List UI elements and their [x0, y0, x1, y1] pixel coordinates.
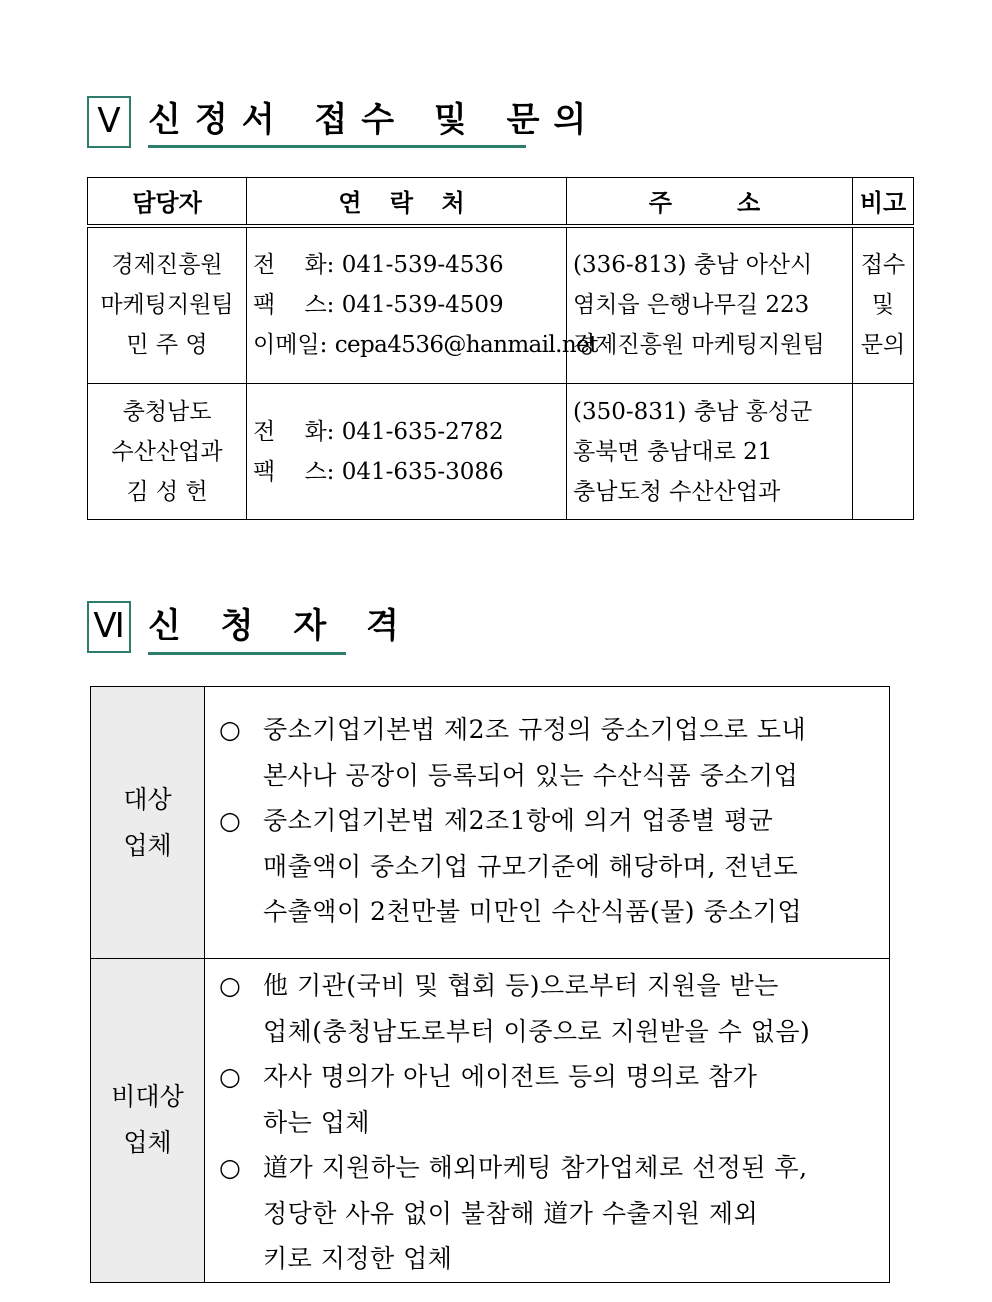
item-line: 道가 지원하는 해외마케팅 참가업체로 선정된 후,	[263, 1153, 808, 1182]
phone-value: 041-635-2782	[341, 418, 504, 445]
note-line: 문의	[860, 332, 906, 359]
ineligible-label: 비대상	[111, 1082, 184, 1112]
section5-title: 신정서 접수 및 문의	[148, 94, 526, 148]
contact-table	[87, 177, 914, 520]
item-line: 본사나 공장이 등록되어 있는 수산식품 중소기업	[263, 760, 799, 790]
person-team: 수산산업과	[111, 438, 223, 465]
eligible-items-cell	[205, 687, 890, 959]
section6-title: 신 청 자 격	[148, 599, 346, 655]
item-line: 자사 명의가 아닌 에이전트 등의 명의로 참가	[263, 1062, 758, 1091]
address-line: 홍북면 충남대로 21	[573, 438, 773, 465]
address-line: 경제진흥원 마케팅지원팀	[573, 332, 825, 359]
item-line: 하는 업체	[263, 1107, 371, 1137]
bullet-circle-icon: ○	[219, 971, 241, 1000]
note-cell	[853, 226, 914, 384]
address-line: 충남도청 수산산업과	[573, 478, 781, 505]
fax-value: 041-539-4509	[341, 292, 504, 319]
person-org: 충청남도	[122, 398, 212, 425]
item-line: 업체(충청남도로부터 이중으로 지원받을 수 없음)	[263, 1016, 811, 1046]
person-cell	[88, 384, 247, 520]
email-label: 이메일:	[253, 332, 328, 359]
eligible-item	[219, 798, 889, 935]
email-value[interactable]: cepa4536@hanmail.net	[334, 332, 598, 359]
bullet-circle-icon: ○	[219, 715, 241, 744]
address-line: (350-831) 충남 홍성군	[573, 398, 813, 425]
header-address: 주 소	[567, 178, 853, 226]
contact-cell	[247, 226, 598, 384]
item-line: 중소기업기본법 제2조 규정의 중소기업으로 도내	[263, 715, 807, 744]
item-line: 키로 지정한 업체	[263, 1244, 453, 1273]
bullet-circle-icon: ○	[219, 1062, 241, 1091]
ineligible-item	[219, 1145, 889, 1282]
phone-label: 전 화:	[253, 252, 335, 279]
phone-value: 041-539-4536	[341, 252, 504, 279]
bullet-circle-icon: ○	[219, 1153, 241, 1182]
eligible-label-cell	[91, 687, 205, 959]
item-line: 매출액이 중소기업 규모기준에 해당하며, 전년도	[263, 851, 799, 881]
person-cell	[88, 226, 247, 384]
ineligible-item	[219, 1054, 889, 1145]
header-contact: 연 락 처	[247, 178, 567, 226]
fax-label: 팩 스:	[253, 292, 335, 319]
fax-label: 팩 스:	[253, 458, 335, 485]
header-person: 담당자	[88, 178, 247, 226]
person-name: 김 성 헌	[126, 478, 208, 505]
contact-cell	[247, 384, 567, 520]
eligibility-table	[90, 686, 890, 1283]
section6-number: Ⅵ	[87, 601, 131, 653]
phone-label: 전 화:	[253, 418, 335, 445]
ineligible-label: 업체	[123, 1128, 172, 1158]
note-cell-empty	[853, 384, 914, 520]
address-cell	[567, 384, 853, 520]
item-line: 정당한 사유 없이 불참해 道가 수출지원 제외	[263, 1198, 759, 1228]
ineligible-items-cell	[205, 959, 890, 1283]
ineligible-item	[219, 963, 889, 1054]
item-line: 수출액이 2천만불 미만인 수산식품(물) 중소기업	[263, 897, 803, 926]
eligible-item	[219, 707, 889, 798]
item-line: 중소기업기본법 제2조1항에 의거 업종별 평균	[263, 806, 774, 835]
ineligible-label-cell	[91, 959, 205, 1283]
address-cell	[567, 226, 853, 384]
bullet-circle-icon: ○	[219, 806, 241, 835]
item-line: 他 기관(국비 및 협회 등)으로부터 지원을 받는	[263, 971, 779, 1000]
eligible-label: 대상	[123, 784, 172, 814]
address-line: 염치읍 은행나무길 223	[573, 292, 810, 319]
note-line: 접수	[860, 252, 906, 279]
note-line: 및	[871, 292, 895, 319]
person-org: 경제진흥원	[111, 252, 223, 279]
section5-number: Ⅴ	[87, 96, 131, 148]
person-name: 민 주 영	[126, 332, 208, 359]
eligible-label: 업체	[123, 830, 172, 860]
address-line: (336-813) 충남 아산시	[573, 252, 813, 279]
header-note: 비고	[853, 178, 914, 226]
fax-value: 041-635-3086	[341, 458, 504, 485]
person-team: 마케팅지원팀	[100, 292, 234, 319]
